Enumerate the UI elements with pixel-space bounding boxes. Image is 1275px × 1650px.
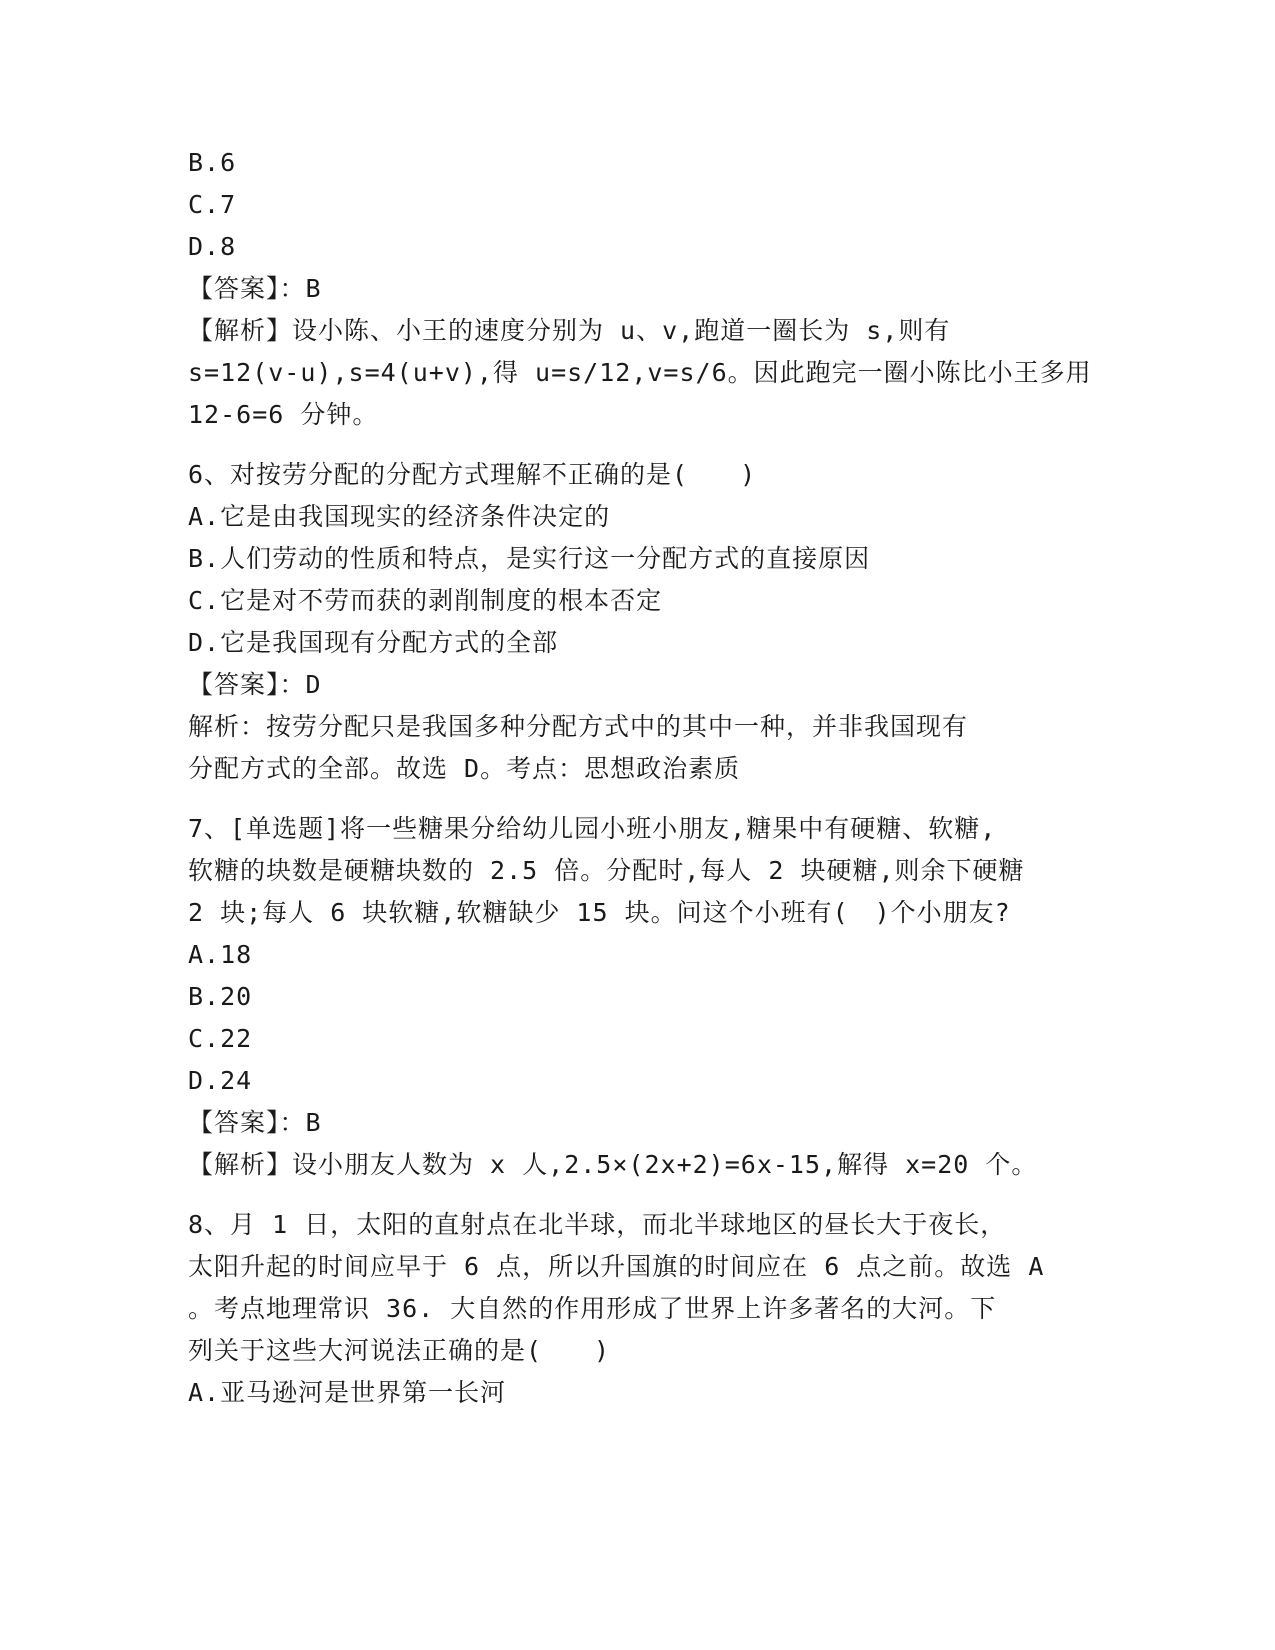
q6-analysis-line-2: 分配方式的全部。故选 D。考点：思想政治素质 xyxy=(188,754,741,783)
question-5-block xyxy=(188,142,1092,436)
q6-option-c: C.它是对不劳而获的剥削制度的根本否定 xyxy=(188,586,663,615)
q7-option-c: C.22 xyxy=(188,1024,253,1053)
spacer xyxy=(188,790,1088,808)
q8-option-a: A.亚马逊河是世界第一长河 xyxy=(188,1378,507,1407)
q5-option-b: B.6 xyxy=(188,148,237,177)
q6-question: 6、对按劳分配的分配方式理解不正确的是( ) xyxy=(188,460,757,489)
q8-question-line-3: 。考点地理常识 36. 大自然的作用形成了世界上许多著名的大河。下 xyxy=(188,1294,997,1323)
q5-option-c: C.7 xyxy=(188,190,237,219)
q7-answer: 【答案】：B xyxy=(188,1108,322,1137)
q5-analysis-line-3: 12-6=6 分钟。 xyxy=(188,400,379,429)
q6-analysis-line-1: 解析：按劳分配只是我国多种分配方式中的其中一种，并非我国现有 xyxy=(188,712,969,741)
q7-analysis: 【解析】设小朋友人数为 x 人,2.5×(2x+2)=6x-15,解得 x=20 个。 xyxy=(188,1150,1038,1179)
spacer xyxy=(188,436,1088,454)
spacer xyxy=(188,1186,1088,1204)
q6-option-d: D.它是我国现有分配方式的全部 xyxy=(188,628,559,657)
question-7-block xyxy=(188,808,1088,1186)
question-8-block xyxy=(188,1204,1088,1414)
question-6-block xyxy=(188,454,1088,790)
document-page xyxy=(188,142,1092,1414)
q6-option-a: A.它是由我国现实的经济条件决定的 xyxy=(188,502,611,531)
q7-question-line-2: 软糖的块数是硬糖块数的 2.5 倍。分配时,每人 2 块硬糖,则余下硬糖 xyxy=(188,856,1025,885)
q5-option-d: D.8 xyxy=(188,232,237,261)
q6-option-b: B.人们劳动的性质和特点，是实行这一分配方式的直接原因 xyxy=(188,544,871,573)
q7-question-line-3: 2 块;每人 6 块软糖,软糖缺少 15 块。问这个小班有( )个小朋友? xyxy=(188,898,1011,927)
q8-question-line-4: 列关于这些大河说法正确的是( ) xyxy=(188,1336,611,1365)
q5-analysis-line-2: s=12(v-u),s=4(u+v),得 u=s/12,v=s/6。因此跑完一圈小陈比小王多用 xyxy=(188,358,1092,387)
q8-question-line-2: 太阳升起的时间应早于 6 点，所以升国旗的时间应在 6 点之前。故选 A xyxy=(188,1252,1045,1281)
q5-analysis-line-1: 【解析】设小陈、小王的速度分别为 u、v,跑道一圈长为 s,则有 xyxy=(188,316,951,345)
q7-option-b: B.20 xyxy=(188,982,253,1011)
q7-question-line-1: 7、[单选题]将一些糖果分给幼儿园小班小朋友,糖果中有硬糖、软糖, xyxy=(188,814,997,843)
q7-option-d: D.24 xyxy=(188,1066,253,1095)
q8-question-line-1: 8、月 1 日，太阳的直射点在北半球，而北半球地区的昼长大于夜长， xyxy=(188,1210,1007,1239)
q6-answer: 【答案】：D xyxy=(188,670,322,699)
q7-option-a: A.18 xyxy=(188,940,253,969)
q5-answer: 【答案】：B xyxy=(188,274,322,303)
